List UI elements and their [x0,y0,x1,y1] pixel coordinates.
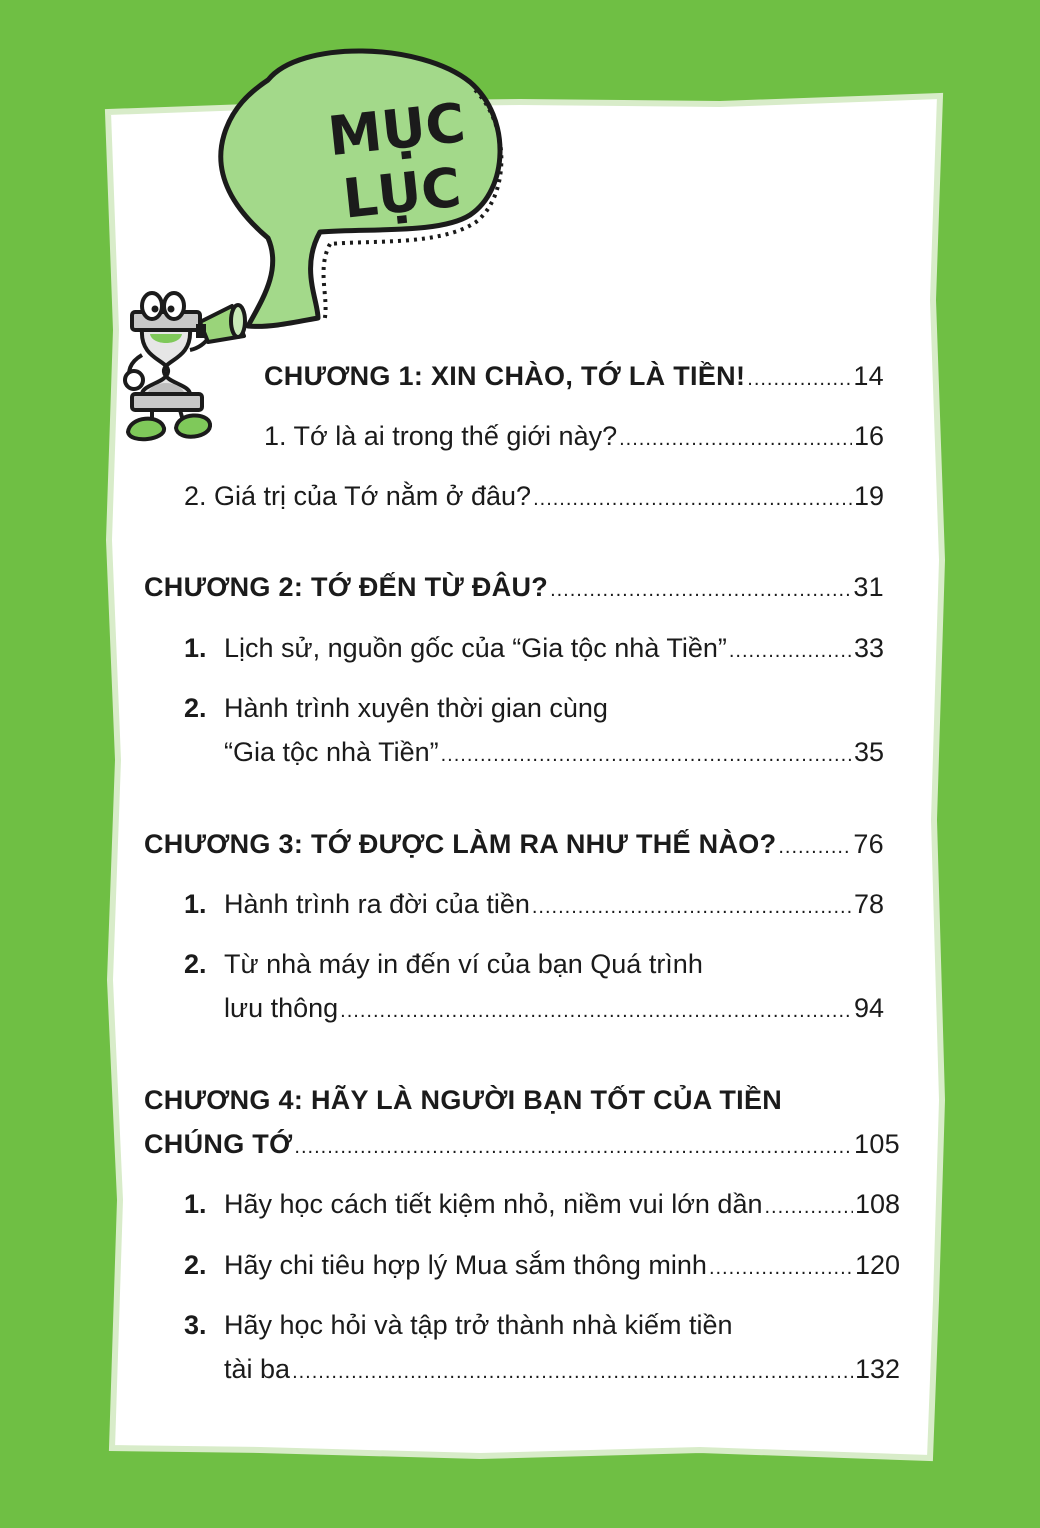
item-number: 1. [184,1189,207,1219]
item-number: 1. [184,889,207,919]
toc-item-1-1[interactable] [264,420,884,455]
item-title: “Gia tộc nhà Tiền” [224,737,439,767]
item-number: 2. [184,1250,207,1280]
leader-dots [764,1191,852,1223]
page-number: 31 [853,572,884,602]
item-title-line1: Hành trình xuyên thời gian cùng [224,693,608,723]
chapter-2-row[interactable] [144,571,884,606]
toc-item-1-2[interactable] [184,480,884,515]
leader-dots [709,1252,853,1284]
leader-dots [340,995,852,1027]
leader-dots [778,831,851,863]
chapter-1-row[interactable] [264,360,884,395]
page-number: 35 [853,737,884,767]
item-title: Hãy chi tiêu hợp lý Mua sắm thông minh [224,1250,707,1280]
page-number: 132 [854,1354,900,1384]
chapter-title: CHƯƠNG 1: XIN CHÀO, TỚ LÀ TIỀN! [264,361,746,391]
page-number: 14 [853,361,884,391]
page-number: 108 [854,1189,900,1219]
page-number: 19 [853,481,884,511]
leader-dots [294,1131,852,1163]
item-number: 3. [184,1310,207,1340]
item-title: Lịch sử, nguồn gốc của “Gia tộc nhà Tiền” [224,633,727,663]
toc-item-2-2[interactable] [224,736,884,771]
chapter-title: CHƯƠNG 2: TỚ ĐẾN TỪ ĐÂU? [144,572,549,602]
page-number: 94 [853,993,884,1023]
toc-item-4-3[interactable] [224,1353,900,1388]
chapter-title: CHƯƠNG 3: TỚ ĐƯỢC LÀM RA NHƯ THẾ NÀO? [144,829,777,859]
item-number: 2. [184,693,207,723]
chapter-4-title-line1: CHƯƠNG 4: HÃY LÀ NGƯỜI BẠN TỐT CỦA TIỀN [144,1085,783,1115]
item-title-line1: Hãy học hỏi và tập trở thành nhà kiếm tiền [224,1310,733,1340]
page-number: 76 [853,829,884,859]
page-number: 78 [853,889,884,919]
page-number: 16 [853,421,884,451]
page-number: 33 [853,633,884,663]
item-number: 2. [184,949,207,979]
item-number: 1. [184,633,207,663]
item-title: Hãy học cách tiết kiệm nhỏ, niềm vui lớn dần [224,1189,763,1219]
leader-dots [292,1356,853,1388]
toc-item-3-2-line1[interactable] [184,948,703,980]
page-number: 105 [854,1129,900,1159]
item-title: tài ba [224,1354,291,1384]
leader-dots [747,363,851,395]
leader-dots [619,423,852,455]
chapter-title: CHÚNG TỚ [144,1129,293,1159]
toc-item-4-2[interactable] [184,1249,900,1284]
item-title: Hành trình ra đời của tiền [224,889,530,919]
toc-item-4-3-line1[interactable] [184,1309,733,1341]
item-title-line1: Từ nhà máy in đến ví của bạn Quá trình [224,949,703,979]
item-title: lưu thông [224,993,339,1023]
chapter-4-row[interactable] [144,1128,900,1163]
item-title: 2. Giá trị của Tớ nằm ở đâu? [184,481,532,511]
leader-dots [729,635,852,667]
leader-dots [441,739,852,771]
toc-item-2-2-line1[interactable] [184,692,608,724]
toc-item-3-2[interactable] [224,992,884,1027]
toc-item-3-1[interactable] [184,888,884,923]
toc-item-4-1[interactable] [184,1188,900,1223]
leader-dots [533,483,852,515]
chapter-3-row[interactable] [144,828,884,863]
leader-dots [550,574,851,606]
title-line2: LỤC [340,155,464,231]
title-line1: MỤC [325,91,469,169]
leader-dots [532,891,852,923]
page-number: 120 [854,1250,900,1280]
item-title: 1. Tớ là ai trong thế giới này? [264,421,618,451]
toc-item-2-1[interactable] [184,632,884,667]
